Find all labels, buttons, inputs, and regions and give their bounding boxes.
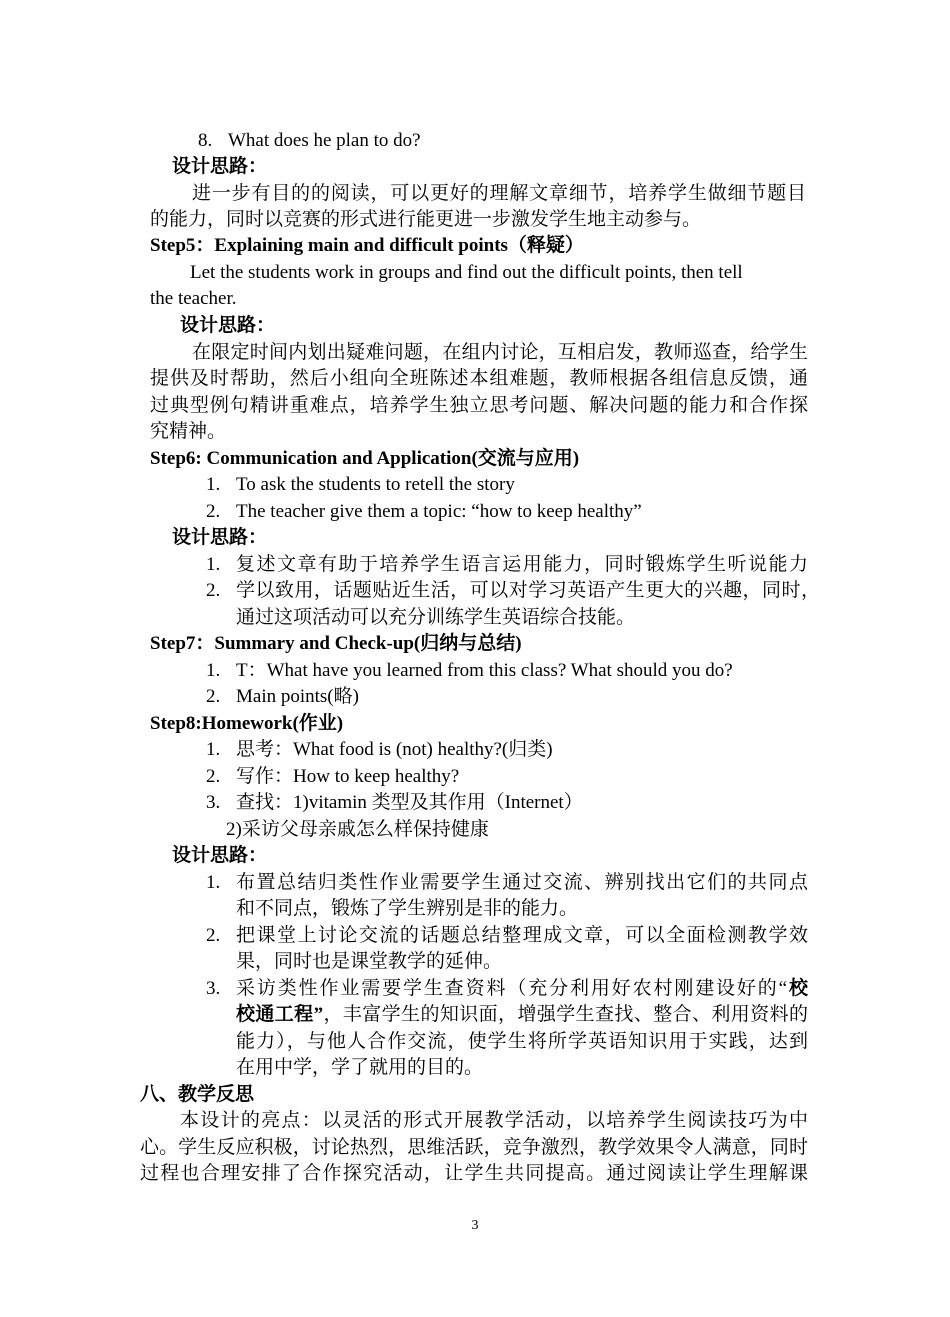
line-text: 布置总结归类性作业需要学生通过交流、辨别找出它们的共同点 <box>236 872 808 893</box>
text-line <box>150 366 808 392</box>
text-line <box>150 207 701 233</box>
text-line <box>180 1108 808 1134</box>
line-text: 查找：1)vitamin 类型及其作用（Internet） <box>236 792 583 813</box>
page-number: 3 <box>471 1218 479 1233</box>
list-number: 2. <box>206 686 221 707</box>
line-text: Step8:Homework(作业) <box>150 713 344 734</box>
text-line <box>150 711 343 737</box>
line-text: 复述文章有助于培养学生语言运用能力，同时锻炼学生听说能力 <box>236 554 808 575</box>
line-text: 在用中学，学了就用的目的。 <box>236 1057 484 1078</box>
text-line <box>140 1161 808 1187</box>
line-text: 的能力，同时以竞赛的形式进行能更进一步激发学生地主动参与。 <box>150 209 702 230</box>
text-line <box>206 790 583 816</box>
line-text: The teacher give them a topic: “how to keep healthy” <box>236 501 642 522</box>
list-number: 1. <box>206 872 221 893</box>
line-text: 过程也合理安排了合作探究活动，让学生共同提高。通过阅读让学生理解课 <box>140 1163 808 1184</box>
text-line <box>192 340 808 366</box>
line-text: To ask the students to retell the story <box>236 474 515 495</box>
text-line <box>236 1029 808 1055</box>
text-line <box>150 419 226 445</box>
text-line <box>206 923 808 949</box>
list-number: 2. <box>206 766 221 787</box>
line-text: 校通工程”，丰富学生的知识面，增强学生查找、整合、利用资料的 <box>236 1004 808 1025</box>
line-text: 把课堂上讨论交流的话题总结整理成文章，可以全面检测教学效 <box>236 925 808 946</box>
text-line <box>206 870 808 896</box>
line-text: 采访类性作业需要学生查资料（充分利用好农村刚建设好的“校 <box>236 978 808 999</box>
list-number: 2. <box>206 501 221 522</box>
list-number: 2. <box>206 925 221 946</box>
line-text: Step6: Communication and Application(交流与应用) <box>150 448 580 469</box>
text-line <box>198 128 421 154</box>
line-text: 过典型例句精讲重难点，培养学生独立思考问题、解决问题的能力和合作探 <box>150 395 808 416</box>
text-line <box>236 1055 483 1081</box>
text-line <box>172 154 267 180</box>
text-line <box>150 446 579 472</box>
line-text: the teacher. <box>150 288 237 309</box>
text-line <box>206 472 515 498</box>
text-line <box>226 817 489 843</box>
line-text: What does he plan to do? <box>228 130 421 151</box>
line-text: 果，同时也是课堂教学的延伸。 <box>236 951 503 972</box>
text-line <box>190 260 743 286</box>
line-text: 和不同点，锻炼了学生辨别是非的能力。 <box>236 898 579 919</box>
line-text: 能力），与他人合作交流，使学生将所学英语知识用于实践，达到 <box>236 1031 808 1052</box>
text-line <box>180 313 275 339</box>
line-text: 设计思路： <box>180 315 276 336</box>
line-text: 心。学生反应积极，讨论热烈，思维活跃，竞争激烈，教学效果令人满意，同时 <box>140 1137 808 1158</box>
text-line <box>140 1082 254 1108</box>
line-text: Step5：Explaining main and difficult points（释疑） <box>150 235 584 256</box>
text-line <box>150 286 237 312</box>
line-text: Step7：Summary and Check-up(归纳与总结) <box>150 633 522 654</box>
line-text: 在限定时间内划出疑难问题，在组内讨论，互相启发，教师巡查，给学生 <box>192 342 808 363</box>
text-line <box>236 896 578 922</box>
text-line <box>150 631 522 657</box>
text-line <box>150 233 584 259</box>
line-text: T：What have you learned from this class? What should you do? <box>236 660 733 681</box>
list-number: 3. <box>206 978 221 999</box>
text-line <box>172 843 267 869</box>
list-number: 1. <box>206 660 221 681</box>
line-text: 设计思路： <box>172 156 268 177</box>
line-text: 进一步有目的的阅读，可以更好的理解文章细节，培养学生做细节题目 <box>192 183 806 204</box>
line-text: 思考：What food is (not) healthy?(归类) <box>236 739 553 760</box>
text-line <box>192 181 806 207</box>
line-text: 2)采访父母亲戚怎么样保持健康 <box>226 819 489 840</box>
line-text: 学以致用，话题贴近生活，可以对学习英语产生更大的兴趣，同时， <box>236 580 820 601</box>
text-line <box>172 525 267 551</box>
list-number: 1. <box>206 739 221 760</box>
line-text: 设计思路： <box>172 845 268 866</box>
line-text: 设计思路： <box>172 527 268 548</box>
line-text: Let the students work in groups and find out the difficult points, then tell <box>190 262 743 283</box>
text-line <box>236 1002 808 1028</box>
line-text: 八、教学反思 <box>140 1084 255 1105</box>
text-line <box>236 949 502 975</box>
line-text: 写作：How to keep healthy? <box>236 766 460 787</box>
line-text: 本设计的亮点：以灵活的形式开展教学活动，以培养学生阅读技巧为中 <box>180 1110 808 1131</box>
list-number: 3. <box>206 792 221 813</box>
text-line <box>206 684 359 710</box>
text-line <box>150 393 808 419</box>
list-number: 2. <box>206 580 221 601</box>
text-line <box>206 976 808 1002</box>
list-number: 1. <box>206 474 221 495</box>
text-line <box>206 552 808 578</box>
text-line <box>206 499 642 525</box>
text-line <box>140 1135 808 1161</box>
text-line <box>206 658 733 684</box>
line-text: Main points(略) <box>236 686 359 707</box>
line-text: 究精神。 <box>150 421 227 442</box>
text-line <box>206 737 553 763</box>
line-text: 提供及时帮助，然后小组向全班陈述本组难题，教师根据各组信息反馈，通 <box>150 368 808 389</box>
text-line <box>206 764 459 790</box>
text-line <box>236 605 635 631</box>
text-line <box>206 578 820 604</box>
line-text: 通过这项活动可以充分训练学生英语综合技能。 <box>236 607 636 628</box>
list-number: 8. <box>198 130 213 151</box>
list-number: 1. <box>206 554 221 575</box>
